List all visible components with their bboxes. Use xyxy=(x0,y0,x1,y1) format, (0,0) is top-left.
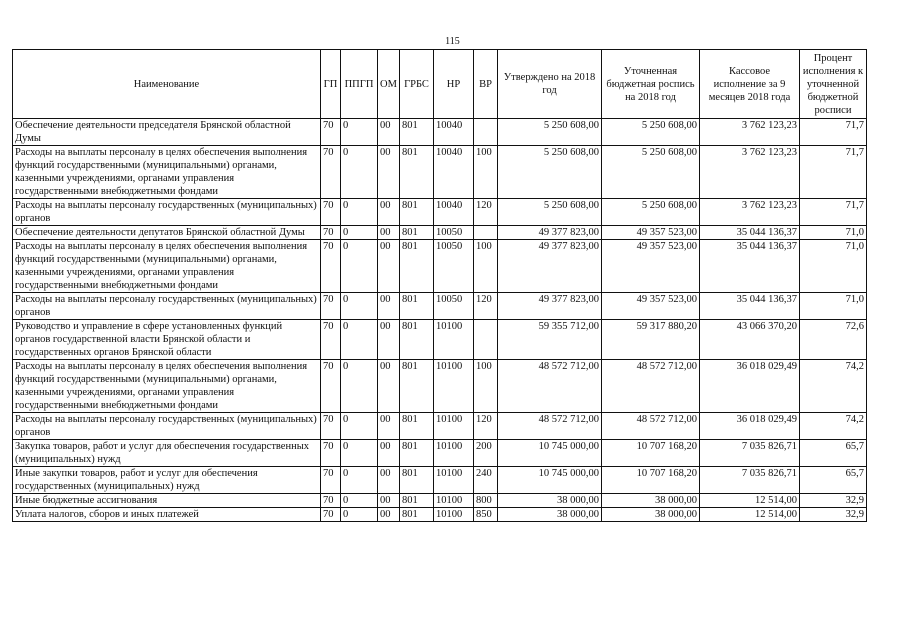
cell-np: 10040 xyxy=(434,146,474,199)
cell-grbs: 801 xyxy=(400,467,434,494)
cell-grbs: 801 xyxy=(400,240,434,293)
cell-refined: 10 707 168,20 xyxy=(602,440,700,467)
cell-name: Расходы на выплаты персоналу государственных (муниципальных) органов xyxy=(13,199,321,226)
cell-refined: 49 357 523,00 xyxy=(602,226,700,240)
cell-vr: 200 xyxy=(474,440,498,467)
cell-percent: 71,7 xyxy=(800,146,867,199)
cell-cash: 36 018 029,49 xyxy=(700,360,800,413)
table-row xyxy=(13,508,867,522)
header-np: НР xyxy=(434,50,474,119)
cell-name: Расходы на выплаты персоналу в целях обеспечения выполнения функций государственными (муниципальными) органами, казенными учреждениями, органами управления государственными внебюджетными фондами xyxy=(13,146,321,199)
table-row xyxy=(13,119,867,146)
header-gp: ГП xyxy=(321,50,341,119)
cell-name: Иные закупки товаров, работ и услуг для обеспечения государственных (муниципальных) нужд xyxy=(13,467,321,494)
cell-ppgp: 0 xyxy=(341,119,378,146)
cell-approved: 48 572 712,00 xyxy=(498,360,602,413)
cell-percent: 65,7 xyxy=(800,467,867,494)
table-row xyxy=(13,293,867,320)
cell-vr: 240 xyxy=(474,467,498,494)
table-row xyxy=(13,440,867,467)
header-vr: ВР xyxy=(474,50,498,119)
cell-vr: 800 xyxy=(474,494,498,508)
cell-approved: 5 250 608,00 xyxy=(498,199,602,226)
cell-cash: 35 044 136,37 xyxy=(700,293,800,320)
cell-ppgp: 0 xyxy=(341,226,378,240)
cell-ppgp: 0 xyxy=(341,146,378,199)
cell-name: Расходы на выплаты персоналу государственных (муниципальных) органов xyxy=(13,413,321,440)
cell-refined: 59 317 880,20 xyxy=(602,320,700,360)
cell-grbs: 801 xyxy=(400,360,434,413)
cell-vr xyxy=(474,226,498,240)
cell-vr: 100 xyxy=(474,360,498,413)
cell-approved: 48 572 712,00 xyxy=(498,413,602,440)
cell-gp: 70 xyxy=(321,320,341,360)
cell-np: 10040 xyxy=(434,199,474,226)
cell-cash: 7 035 826,71 xyxy=(700,467,800,494)
cell-ppgp: 0 xyxy=(341,360,378,413)
cell-approved: 10 745 000,00 xyxy=(498,440,602,467)
cell-refined: 49 357 523,00 xyxy=(602,293,700,320)
cell-om: 00 xyxy=(378,320,400,360)
cell-name: Иные бюджетные ассигнования xyxy=(13,494,321,508)
header-percent: Процент исполнения к уточненной бюджетной росписи xyxy=(800,50,867,119)
cell-gp: 70 xyxy=(321,360,341,413)
cell-om: 00 xyxy=(378,199,400,226)
cell-gp: 70 xyxy=(321,508,341,522)
cell-name: Расходы на выплаты персоналу в целях обеспечения выполнения функций государственными (муниципальными) органами, казенными учреждениями, органами управления государственными внебюджетными фондами xyxy=(13,360,321,413)
cell-grbs: 801 xyxy=(400,146,434,199)
cell-grbs: 801 xyxy=(400,226,434,240)
cell-refined: 5 250 608,00 xyxy=(602,119,700,146)
cell-ppgp: 0 xyxy=(341,413,378,440)
cell-name: Обеспечение деятельности председателя Брянской областной Думы xyxy=(13,119,321,146)
cell-grbs: 801 xyxy=(400,440,434,467)
cell-approved: 49 377 823,00 xyxy=(498,293,602,320)
cell-approved: 38 000,00 xyxy=(498,508,602,522)
header-ppgp: ППГП xyxy=(341,50,378,119)
header-approved: Утверждено на 2018 год xyxy=(498,50,602,119)
cell-cash: 12 514,00 xyxy=(700,508,800,522)
cell-grbs: 801 xyxy=(400,119,434,146)
cell-percent: 71,7 xyxy=(800,119,867,146)
table-row xyxy=(13,240,867,293)
cell-om: 00 xyxy=(378,360,400,413)
cell-refined: 10 707 168,20 xyxy=(602,467,700,494)
cell-vr: 120 xyxy=(474,413,498,440)
cell-cash: 35 044 136,37 xyxy=(700,240,800,293)
budget-table xyxy=(12,49,867,522)
cell-approved: 5 250 608,00 xyxy=(498,119,602,146)
cell-np: 10100 xyxy=(434,440,474,467)
cell-cash: 35 044 136,37 xyxy=(700,226,800,240)
cell-gp: 70 xyxy=(321,199,341,226)
cell-name: Обеспечение деятельности депутатов Брянской областной Думы xyxy=(13,226,321,240)
table-header-row xyxy=(13,50,867,119)
cell-refined: 5 250 608,00 xyxy=(602,199,700,226)
cell-ppgp: 0 xyxy=(341,199,378,226)
cell-np: 10100 xyxy=(434,467,474,494)
table-row xyxy=(13,320,867,360)
table-row xyxy=(13,199,867,226)
page-number: 115 xyxy=(445,36,460,47)
cell-refined: 38 000,00 xyxy=(602,494,700,508)
header-om: ОМ xyxy=(378,50,400,119)
cell-om: 00 xyxy=(378,494,400,508)
cell-ppgp: 0 xyxy=(341,440,378,467)
cell-np: 10100 xyxy=(434,494,474,508)
cell-vr xyxy=(474,320,498,360)
cell-cash: 3 762 123,23 xyxy=(700,119,800,146)
cell-percent: 74,2 xyxy=(800,360,867,413)
cell-np: 10050 xyxy=(434,226,474,240)
cell-om: 00 xyxy=(378,440,400,467)
cell-vr: 120 xyxy=(474,293,498,320)
cell-om: 00 xyxy=(378,508,400,522)
cell-gp: 70 xyxy=(321,119,341,146)
cell-ppgp: 0 xyxy=(341,240,378,293)
header-refined: Уточненная бюджетная роспись на 2018 год xyxy=(602,50,700,119)
cell-cash: 43 066 370,20 xyxy=(700,320,800,360)
cell-gp: 70 xyxy=(321,146,341,199)
cell-gp: 70 xyxy=(321,413,341,440)
cell-np: 10100 xyxy=(434,413,474,440)
cell-name: Расходы на выплаты персоналу государственных (муниципальных) органов xyxy=(13,293,321,320)
cell-om: 00 xyxy=(378,467,400,494)
cell-percent: 74,2 xyxy=(800,413,867,440)
cell-vr: 120 xyxy=(474,199,498,226)
cell-np: 10100 xyxy=(434,320,474,360)
cell-refined: 38 000,00 xyxy=(602,508,700,522)
cell-percent: 71,0 xyxy=(800,293,867,320)
cell-approved: 10 745 000,00 xyxy=(498,467,602,494)
cell-name: Руководство и управление в сфере установленных функций органов государственной власти Брянской области и государственных органов Брянской области xyxy=(13,320,321,360)
table-row xyxy=(13,494,867,508)
cell-cash: 3 762 123,23 xyxy=(700,199,800,226)
table-row xyxy=(13,226,867,240)
cell-approved: 59 355 712,00 xyxy=(498,320,602,360)
cell-gp: 70 xyxy=(321,293,341,320)
cell-np: 10050 xyxy=(434,293,474,320)
cell-name: Расходы на выплаты персоналу в целях обеспечения выполнения функций государственными (муниципальными) органами, казенными учреждениями, органами управления государственными внебюджетными фондами xyxy=(13,240,321,293)
cell-gp: 70 xyxy=(321,226,341,240)
cell-approved: 49 377 823,00 xyxy=(498,240,602,293)
cell-grbs: 801 xyxy=(400,199,434,226)
cell-om: 00 xyxy=(378,146,400,199)
cell-refined: 5 250 608,00 xyxy=(602,146,700,199)
header-name: Наименование xyxy=(13,50,321,119)
cell-vr: 100 xyxy=(474,146,498,199)
cell-ppgp: 0 xyxy=(341,494,378,508)
cell-gp: 70 xyxy=(321,467,341,494)
cell-vr: 850 xyxy=(474,508,498,522)
cell-ppgp: 0 xyxy=(341,467,378,494)
header-cash: Кассовое исполнение за 9 месяцев 2018 года xyxy=(700,50,800,119)
cell-percent: 65,7 xyxy=(800,440,867,467)
cell-om: 00 xyxy=(378,119,400,146)
table-row xyxy=(13,413,867,440)
cell-cash: 36 018 029,49 xyxy=(700,413,800,440)
cell-approved: 38 000,00 xyxy=(498,494,602,508)
cell-om: 00 xyxy=(378,226,400,240)
cell-refined: 49 357 523,00 xyxy=(602,240,700,293)
cell-grbs: 801 xyxy=(400,494,434,508)
cell-gp: 70 xyxy=(321,240,341,293)
cell-grbs: 801 xyxy=(400,413,434,440)
cell-percent: 71,0 xyxy=(800,226,867,240)
cell-grbs: 801 xyxy=(400,508,434,522)
cell-np: 10100 xyxy=(434,360,474,413)
cell-grbs: 801 xyxy=(400,320,434,360)
cell-np: 10100 xyxy=(434,508,474,522)
cell-np: 10040 xyxy=(434,119,474,146)
cell-percent: 32,9 xyxy=(800,508,867,522)
cell-om: 00 xyxy=(378,413,400,440)
table-row xyxy=(13,467,867,494)
cell-refined: 48 572 712,00 xyxy=(602,360,700,413)
cell-cash: 3 762 123,23 xyxy=(700,146,800,199)
cell-cash: 7 035 826,71 xyxy=(700,440,800,467)
cell-approved: 5 250 608,00 xyxy=(498,146,602,199)
cell-ppgp: 0 xyxy=(341,293,378,320)
cell-vr: 100 xyxy=(474,240,498,293)
cell-name: Уплата налогов, сборов и иных платежей xyxy=(13,508,321,522)
cell-ppgp: 0 xyxy=(341,508,378,522)
table-body xyxy=(13,119,867,522)
cell-percent: 32,9 xyxy=(800,494,867,508)
cell-cash: 12 514,00 xyxy=(700,494,800,508)
cell-gp: 70 xyxy=(321,440,341,467)
cell-om: 00 xyxy=(378,293,400,320)
cell-percent: 72,6 xyxy=(800,320,867,360)
table-row xyxy=(13,146,867,199)
table-row xyxy=(13,360,867,413)
cell-percent: 71,0 xyxy=(800,240,867,293)
cell-om: 00 xyxy=(378,240,400,293)
cell-grbs: 801 xyxy=(400,293,434,320)
cell-ppgp: 0 xyxy=(341,320,378,360)
header-grbs: ГРБС xyxy=(400,50,434,119)
cell-name: Закупка товаров, работ и услуг для обеспечения государственных (муниципальных) нужд xyxy=(13,440,321,467)
cell-gp: 70 xyxy=(321,494,341,508)
cell-approved: 49 377 823,00 xyxy=(498,226,602,240)
cell-np: 10050 xyxy=(434,240,474,293)
cell-refined: 48 572 712,00 xyxy=(602,413,700,440)
cell-percent: 71,7 xyxy=(800,199,867,226)
cell-vr xyxy=(474,119,498,146)
